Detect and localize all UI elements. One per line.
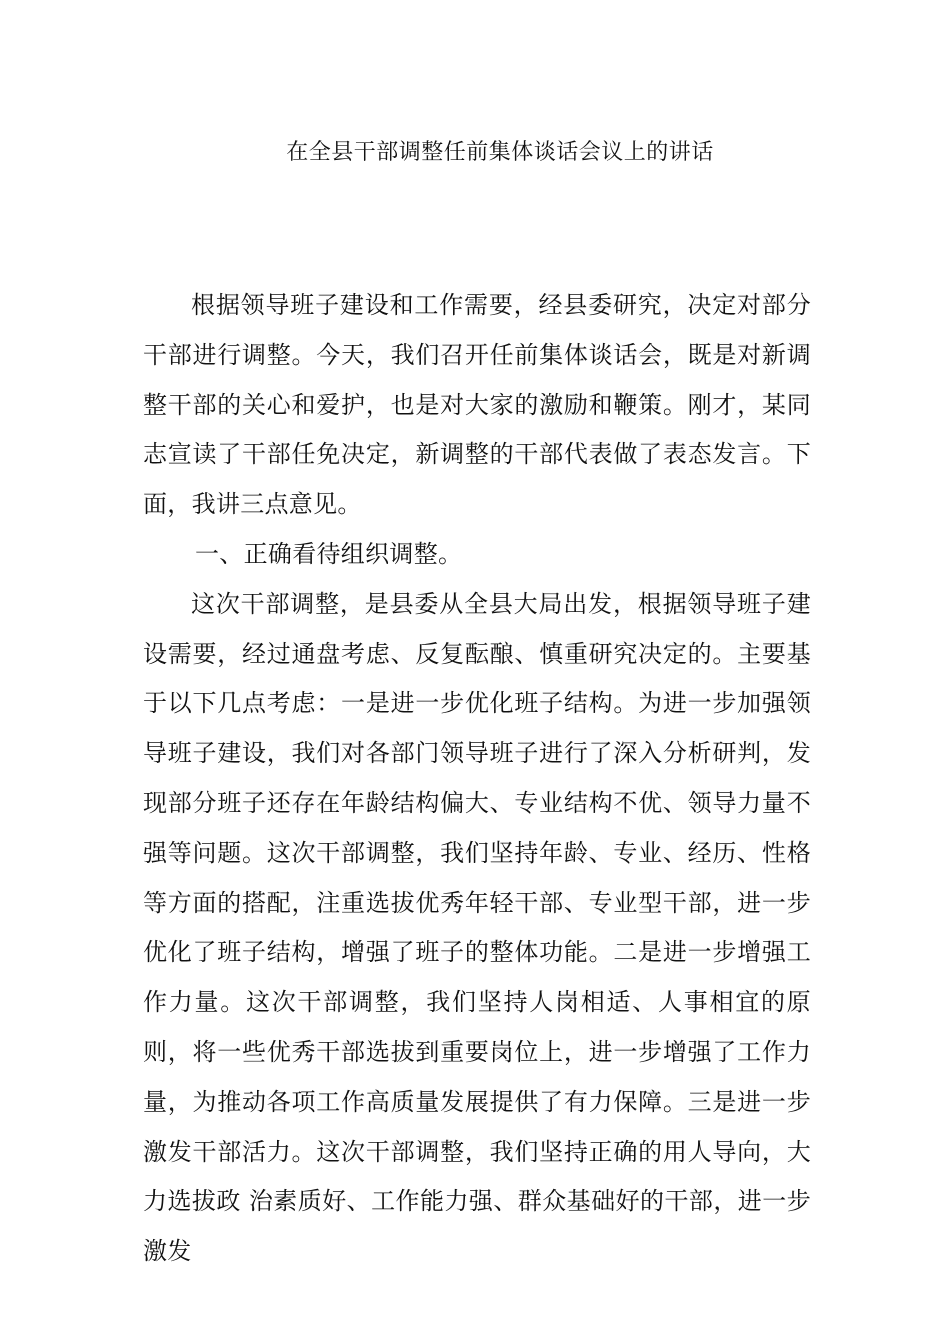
document-title: 在全县干部调整任前集体谈话会议上的讲话 <box>286 140 714 165</box>
paragraph-intro: 根据领导班子建设和工作需要，经县委研究，决定对部分干部进行调整。今天，我们召开任前集体谈话会，既是对新调整干部的关心和爱护，也是对大家的激励和鞭策。刚才，某同志宣读了干部任免决定，新调整的干部代表做了表态发言。下面，我讲三点意见。 <box>143 291 811 519</box>
section-heading-1: 一、正确看待组织调整。 <box>195 539 463 568</box>
paragraph-section-1: 这次干部调整，是县委从全县大局出发，根据领导班子建设需要，经过通盘考虑、反复酝酿、慎重研究决定的。主要基于以下几点考虑：一是进一步优化班子结构。为进一步加强领导班子建设，我们对各部门领导班子进行了深入分析研判，发现部分班子还存在年龄结构偏大、专业结构不优、领导力量不强等问题。这次干部调整，我们坚持年龄、专业、经历、性格等方面的搭配，注重选拔优秀年轻干部、专业型干部，进一步优化了班子结构，增强了班子的整体功能。二是进一步增强工作力量。这次干部调整，我们坚持人岗相适、人事相宜的原则，将一些优秀干部选拔到重要岗位上，进一步增强了工作力量，为推动各项工作高质量发展提供了有力保障。三是进一步激发干部活力。这次干部调整，我们坚持正确的用人导向，大力选拔政 治素质好、工作能力强、群众基础好的干部，进一步激发 <box>143 589 811 1266</box>
document-body <box>143 281 811 1277</box>
